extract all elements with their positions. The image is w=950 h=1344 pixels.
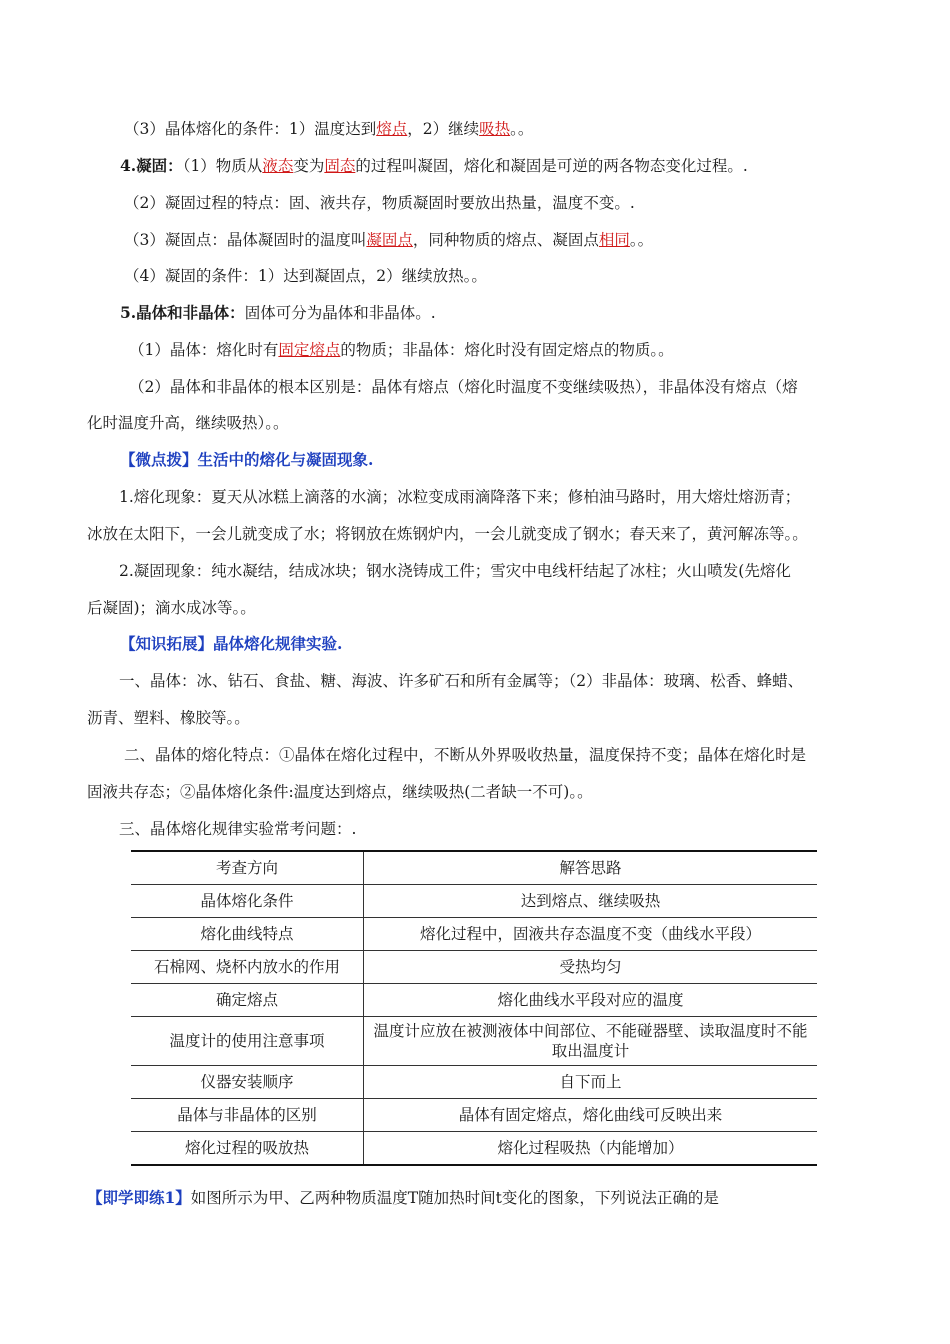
table-cell: 晶体与非晶体的区别 [131, 1099, 364, 1132]
table-row [131, 1066, 817, 1099]
section-heading-crystal: 5.晶体和非晶体： [120, 303, 245, 322]
keyword-solid: 固态 [324, 157, 356, 175]
table-cell: 熔化曲线特点 [131, 918, 364, 951]
crystal-difference-line2: 化时温度升高，继续吸热）。。 [87, 414, 289, 432]
keyword-absorb-heat: 吸热 [479, 120, 511, 138]
table-header: 解答思路 [364, 851, 818, 885]
melting-features-line2: 固液共存态；②晶体熔化条件:温度达到熔点，继续吸热(二者缺一不可)。。 [87, 783, 593, 801]
table-cell: 熔化过程的吸放热 [131, 1132, 364, 1166]
keyword-melting-point: 熔点 [376, 120, 408, 138]
table-cell: 达到熔点、继续吸热 [364, 885, 818, 918]
solidification-phenomena-line2: 后凝固)；滴水成冰等。。 [87, 599, 256, 617]
section-heading-solidification: 4.凝固： [120, 156, 183, 175]
table-row [131, 1132, 817, 1166]
table-cell: 确定熔点 [131, 984, 364, 1017]
table-cell: 晶体熔化条件 [131, 885, 364, 918]
keyword-liquid: 液态 [262, 157, 294, 175]
solidification-condition: （4）凝固的条件：1）达到凝固点，2）继续放热。。 [124, 267, 487, 285]
crystal-examples-line1: 一、晶体：冰、钻石、食盐、糖、海波、许多矿石和所有金属等；（2）非晶体：玻璃、松香、蜂蜡、 [119, 672, 804, 690]
exam-questions-heading: 三、晶体熔化规律实验常考问题：. [119, 820, 357, 838]
table-cell: 受热均匀 [364, 951, 818, 984]
table-cell: 温度计应放在被测液体中间部位、不能碰器壁、读取温度时不能取出温度计 [364, 1017, 818, 1066]
table-row [131, 885, 817, 918]
melting-phenomena-line2: 冰放在太阳下，一会儿就变成了水；将钢放在炼钢炉内，一会儿就变成了钢水；春天来了，黄河解冻等。。 [87, 525, 808, 543]
table-cell: 仪器安装顺序 [131, 1066, 364, 1099]
crystal-examples-line2: 沥青、塑料、橡胶等。。 [87, 709, 250, 727]
extension-heading: 【知识拓展】晶体熔化规律实验. [120, 634, 343, 653]
table-header-row [131, 851, 817, 885]
melt-condition-line: （3）晶体熔化的条件：1）温度达到熔点，2）继续吸热。。 [124, 120, 534, 138]
practice-tag: 【即学即练1】 [87, 1188, 191, 1207]
melting-features-line1: 二、晶体的熔化特点：①晶体在熔化过程中，不断从外界吸收热量，温度保持不变；晶体在熔化时是 [124, 746, 807, 764]
table-cell: 熔化过程中，固液共存态温度不变（曲线水平段） [364, 918, 818, 951]
table-row [131, 918, 817, 951]
practice-question: 【即学即练1】如图所示为甲、乙两种物质温度T随加热时间t变化的图象，下列说法正确的是 [87, 1188, 719, 1207]
solidification-feature: （2）凝固过程的特点：固、液共存，物质凝固时要放出热量，温度不变。. [124, 194, 635, 212]
table-row [131, 1099, 817, 1132]
table-row [131, 984, 817, 1017]
tip-heading: 【微点拨】生活中的熔化与凝固现象. [120, 450, 374, 469]
table-cell: 熔化曲线水平段对应的温度 [364, 984, 818, 1017]
table-header: 考查方向 [131, 851, 364, 885]
melting-phenomena-line1: 1.熔化现象：夏天从冰糕上滴落的水滴；冰粒变成雨滴降落下来；修柏油马路时，用大熔灶熔沥青； [119, 488, 801, 506]
table-cell: 温度计的使用注意事项 [131, 1017, 364, 1066]
keyword-freezing-point: 凝固点 [366, 231, 413, 249]
table-row [131, 1017, 817, 1066]
table-cell: 熔化过程吸热（内能增加） [364, 1132, 818, 1166]
crystal-definition: （1）晶体：熔化时有固定熔点的物质；非晶体：熔化时没有固定熔点的物质。。 [129, 341, 674, 359]
table-cell: 石棉网、烧杯内放水的作用 [131, 951, 364, 984]
solidification-definition: 4.凝固：（1）物质从液态变为固态的过程叫凝固，熔化和凝固是可逆的两各物态变化过程。. [120, 156, 748, 175]
exam-questions-table [131, 850, 817, 1166]
crystal-difference-line1: （2）晶体和非晶体的根本区别是：晶体有熔点（熔化时温度不变继续吸热），非晶体没有熔点（熔 [129, 378, 798, 396]
solidification-phenomena-line1: 2.凝固现象：纯水凝结，结成冰块；钢水浇铸成工件；雪灾中电线杆结起了冰柱；火山喷发(先熔化 [119, 562, 791, 580]
keyword-fixed-melting-point: 固定熔点 [278, 341, 341, 359]
table-cell: 自下而上 [364, 1066, 818, 1099]
keyword-same: 相同 [598, 231, 630, 249]
solidification-point: （3）凝固点：晶体凝固时的温度叫凝固点，同种物质的熔点、凝固点相同。。 [124, 231, 654, 249]
table-cell: 晶体有固定熔点，熔化曲线可反映出来 [364, 1099, 818, 1132]
crystal-section: 5.晶体和非晶体：固体可分为晶体和非晶体。. [120, 303, 436, 322]
table-row [131, 951, 817, 984]
